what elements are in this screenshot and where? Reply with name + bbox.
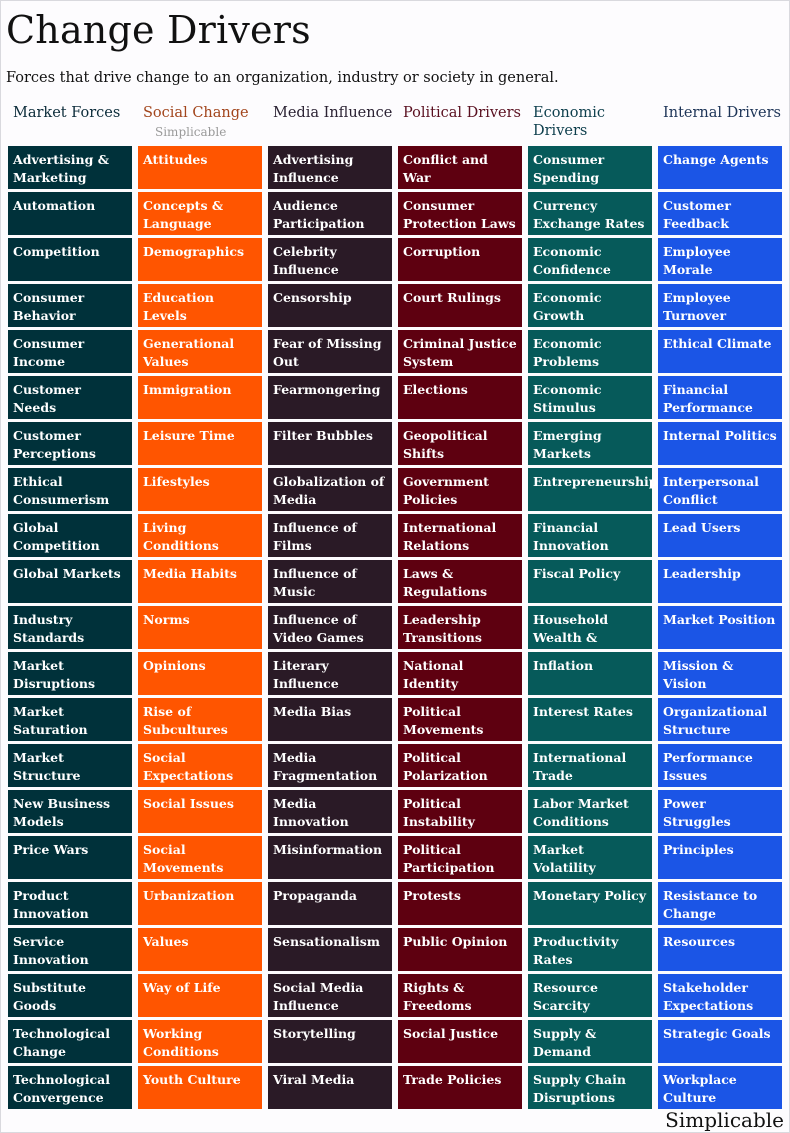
driver-cell-internal-drivers: Customer Feedback xyxy=(658,192,782,235)
driver-cell-social-change: Working Conditions xyxy=(138,1020,262,1063)
driver-cell-media-influence: Influence of Music xyxy=(268,560,392,603)
driver-cell-internal-drivers: Stakeholder Expectations xyxy=(658,974,782,1017)
driver-cell-internal-drivers: Strategic Goals xyxy=(658,1020,782,1063)
driver-cell-media-influence: Media Fragmentation xyxy=(268,744,392,787)
column-subheader-social-change: Simplicable xyxy=(155,125,227,139)
driver-cell-market-forces: Technological Change xyxy=(8,1020,132,1063)
driver-cell-media-influence: Media Innovation xyxy=(268,790,392,833)
driver-cell-market-forces: Market Saturation xyxy=(8,698,132,741)
driver-cell-economic-drivers: International Trade xyxy=(528,744,652,787)
driver-cell-social-change: Lifestyles xyxy=(138,468,262,511)
driver-cell-political-drivers: Corruption xyxy=(398,238,522,281)
driver-cell-media-influence: Fearmongering xyxy=(268,376,392,419)
driver-cell-internal-drivers: Market Position xyxy=(658,606,782,649)
driver-cell-economic-drivers: Economic Problems xyxy=(528,330,652,373)
driver-cell-political-drivers: Political Participation xyxy=(398,836,522,879)
driver-cell-social-change: Norms xyxy=(138,606,262,649)
driver-cell-media-influence: Influence of Video Games xyxy=(268,606,392,649)
driver-cell-political-drivers: Court Rulings xyxy=(398,284,522,327)
driver-cell-political-drivers: Political Movements xyxy=(398,698,522,741)
driver-cell-media-influence: Misinformation xyxy=(268,836,392,879)
watermark: Simplicable xyxy=(665,1108,784,1132)
driver-cell-social-change: Living Conditions xyxy=(138,514,262,557)
driver-cell-political-drivers: National Identity xyxy=(398,652,522,695)
driver-cell-market-forces: Market Structure xyxy=(8,744,132,787)
driver-cell-economic-drivers: Financial Innovation xyxy=(528,514,652,557)
column-header-media-influence: Media Influence xyxy=(273,105,393,121)
driver-cell-economic-drivers: Inflation xyxy=(528,652,652,695)
driver-cell-internal-drivers: Interpersonal Conflict xyxy=(658,468,782,511)
driver-cell-market-forces: Automation xyxy=(8,192,132,235)
driver-cell-political-drivers: Consumer Protection Laws xyxy=(398,192,522,235)
driver-cell-media-influence: Censorship xyxy=(268,284,392,327)
driver-cell-economic-drivers: Supply Chain Disruptions xyxy=(528,1066,652,1109)
driver-cell-market-forces: New Business Models xyxy=(8,790,132,833)
driver-cell-internal-drivers: Resources xyxy=(658,928,782,971)
driver-cell-market-forces: Market Disruptions xyxy=(8,652,132,695)
driver-cell-political-drivers: Social Justice xyxy=(398,1020,522,1063)
driver-cell-political-drivers: Government Policies xyxy=(398,468,522,511)
driver-cell-media-influence: Literary Influence xyxy=(268,652,392,695)
driver-cell-political-drivers: Elections xyxy=(398,376,522,419)
driver-cell-market-forces: Competition xyxy=(8,238,132,281)
driver-cell-internal-drivers: Employee Morale xyxy=(658,238,782,281)
page-title: Change Drivers xyxy=(6,8,311,52)
driver-cell-social-change: Urbanization xyxy=(138,882,262,925)
driver-cell-market-forces: Product Innovation xyxy=(8,882,132,925)
driver-cell-market-forces: Consumer Income xyxy=(8,330,132,373)
driver-cell-media-influence: Celebrity Influence xyxy=(268,238,392,281)
driver-cell-internal-drivers: Leadership xyxy=(658,560,782,603)
driver-cell-social-change: Demographics xyxy=(138,238,262,281)
driver-cell-economic-drivers: Interest Rates xyxy=(528,698,652,741)
driver-cell-social-change: Concepts & Language xyxy=(138,192,262,235)
driver-cell-media-influence: Audience Participation xyxy=(268,192,392,235)
driver-cell-social-change: Rise of Subcultures xyxy=(138,698,262,741)
driver-cell-market-forces: Consumer Behavior xyxy=(8,284,132,327)
page-subtitle: Forces that drive change to an organization, industry or society in general. xyxy=(6,70,559,86)
driver-cell-political-drivers: Protests xyxy=(398,882,522,925)
driver-cell-political-drivers: Political Polarization xyxy=(398,744,522,787)
column-header-market-forces: Market Forces xyxy=(13,105,121,121)
driver-cell-media-influence: Filter Bubbles xyxy=(268,422,392,465)
driver-cell-political-drivers: Leadership Transitions xyxy=(398,606,522,649)
driver-cell-economic-drivers: Supply & Demand xyxy=(528,1020,652,1063)
column-header-internal-drivers: Internal Drivers xyxy=(663,105,781,121)
driver-cell-market-forces: Substitute Goods xyxy=(8,974,132,1017)
driver-cell-market-forces: Global Competition xyxy=(8,514,132,557)
driver-cell-political-drivers: Criminal Justice System xyxy=(398,330,522,373)
driver-cell-internal-drivers: Financial Performance xyxy=(658,376,782,419)
driver-cell-internal-drivers: Internal Politics xyxy=(658,422,782,465)
column-header-economic-drivers: Economic Drivers xyxy=(533,105,606,139)
driver-cell-market-forces: Customer Needs xyxy=(8,376,132,419)
driver-cell-internal-drivers: Ethical Climate xyxy=(658,330,782,373)
driver-cell-economic-drivers: Consumer Spending xyxy=(528,146,652,189)
driver-cell-political-drivers: Public Opinion xyxy=(398,928,522,971)
driver-cell-economic-drivers: Emerging Markets xyxy=(528,422,652,465)
driver-cell-internal-drivers: Change Agents xyxy=(658,146,782,189)
driver-cell-internal-drivers: Mission & Vision xyxy=(658,652,782,695)
driver-cell-internal-drivers: Workplace Culture xyxy=(658,1066,782,1109)
driver-cell-social-change: Way of Life xyxy=(138,974,262,1017)
driver-cell-political-drivers: Trade Policies xyxy=(398,1066,522,1109)
driver-cell-economic-drivers: Economic Confidence xyxy=(528,238,652,281)
driver-cell-media-influence: Propaganda xyxy=(268,882,392,925)
driver-cell-social-change: Leisure Time xyxy=(138,422,262,465)
driver-cell-political-drivers: International Relations xyxy=(398,514,522,557)
driver-cell-economic-drivers: Labor Market Conditions xyxy=(528,790,652,833)
driver-cell-social-change: Media Habits xyxy=(138,560,262,603)
driver-cell-social-change: Social Movements xyxy=(138,836,262,879)
driver-cell-market-forces: Customer Perceptions xyxy=(8,422,132,465)
driver-cell-economic-drivers: Monetary Policy xyxy=(528,882,652,925)
driver-cell-social-change: Immigration xyxy=(138,376,262,419)
driver-cell-media-influence: Globalization of Media xyxy=(268,468,392,511)
driver-cell-media-influence: Sensationalism xyxy=(268,928,392,971)
driver-cell-media-influence: Viral Media xyxy=(268,1066,392,1109)
driver-cell-media-influence: Fear of Missing Out xyxy=(268,330,392,373)
driver-cell-social-change: Attitudes xyxy=(138,146,262,189)
driver-cell-social-change: Social Expectations xyxy=(138,744,262,787)
driver-cell-market-forces: Service Innovation xyxy=(8,928,132,971)
driver-cell-internal-drivers: Performance Issues xyxy=(658,744,782,787)
driver-cell-economic-drivers: Productivity Rates xyxy=(528,928,652,971)
driver-cell-economic-drivers: Entrepreneurship xyxy=(528,468,652,511)
driver-cell-political-drivers: Rights & Freedoms xyxy=(398,974,522,1017)
driver-cell-media-influence: Advertising Influence xyxy=(268,146,392,189)
driver-cell-political-drivers: Political Instability xyxy=(398,790,522,833)
driver-cell-social-change: Social Issues xyxy=(138,790,262,833)
driver-cell-internal-drivers: Organizational Structure xyxy=(658,698,782,741)
column-header-political-drivers: Political Drivers xyxy=(403,105,521,121)
driver-cell-media-influence: Influence of Films xyxy=(268,514,392,557)
driver-cell-social-change: Generational Values xyxy=(138,330,262,373)
driver-cell-social-change: Youth Culture xyxy=(138,1066,262,1109)
driver-cell-internal-drivers: Resistance to Change xyxy=(658,882,782,925)
driver-cell-market-forces: Global Markets xyxy=(8,560,132,603)
driver-cell-social-change: Values xyxy=(138,928,262,971)
column-header-social-change: Social Change xyxy=(143,105,249,121)
driver-cell-market-forces: Industry Standards xyxy=(8,606,132,649)
driver-cell-market-forces: Technological Convergence xyxy=(8,1066,132,1109)
driver-cell-internal-drivers: Principles xyxy=(658,836,782,879)
driver-cell-economic-drivers: Resource Scarcity xyxy=(528,974,652,1017)
driver-cell-media-influence: Storytelling xyxy=(268,1020,392,1063)
driver-cell-political-drivers: Laws & Regulations xyxy=(398,560,522,603)
driver-cell-economic-drivers: Fiscal Policy xyxy=(528,560,652,603)
driver-cell-economic-drivers: Economic Stimulus xyxy=(528,376,652,419)
driver-cell-market-forces: Advertising & Marketing xyxy=(8,146,132,189)
driver-cell-economic-drivers: Market Volatility xyxy=(528,836,652,879)
driver-cell-internal-drivers: Lead Users xyxy=(658,514,782,557)
driver-cell-media-influence: Media Bias xyxy=(268,698,392,741)
driver-cell-political-drivers: Conflict and War xyxy=(398,146,522,189)
driver-cell-social-change: Education Levels xyxy=(138,284,262,327)
driver-cell-economic-drivers: Currency Exchange Rates xyxy=(528,192,652,235)
driver-cell-economic-drivers: Household Wealth & xyxy=(528,606,652,649)
driver-cell-internal-drivers: Employee Turnover xyxy=(658,284,782,327)
driver-cell-political-drivers: Geopolitical Shifts xyxy=(398,422,522,465)
driver-cell-market-forces: Ethical Consumerism xyxy=(8,468,132,511)
driver-cell-internal-drivers: Power Struggles xyxy=(658,790,782,833)
driver-cell-social-change: Opinions xyxy=(138,652,262,695)
driver-cell-economic-drivers: Economic Growth xyxy=(528,284,652,327)
driver-cell-market-forces: Price Wars xyxy=(8,836,132,879)
driver-cell-media-influence: Social Media Influence xyxy=(268,974,392,1017)
